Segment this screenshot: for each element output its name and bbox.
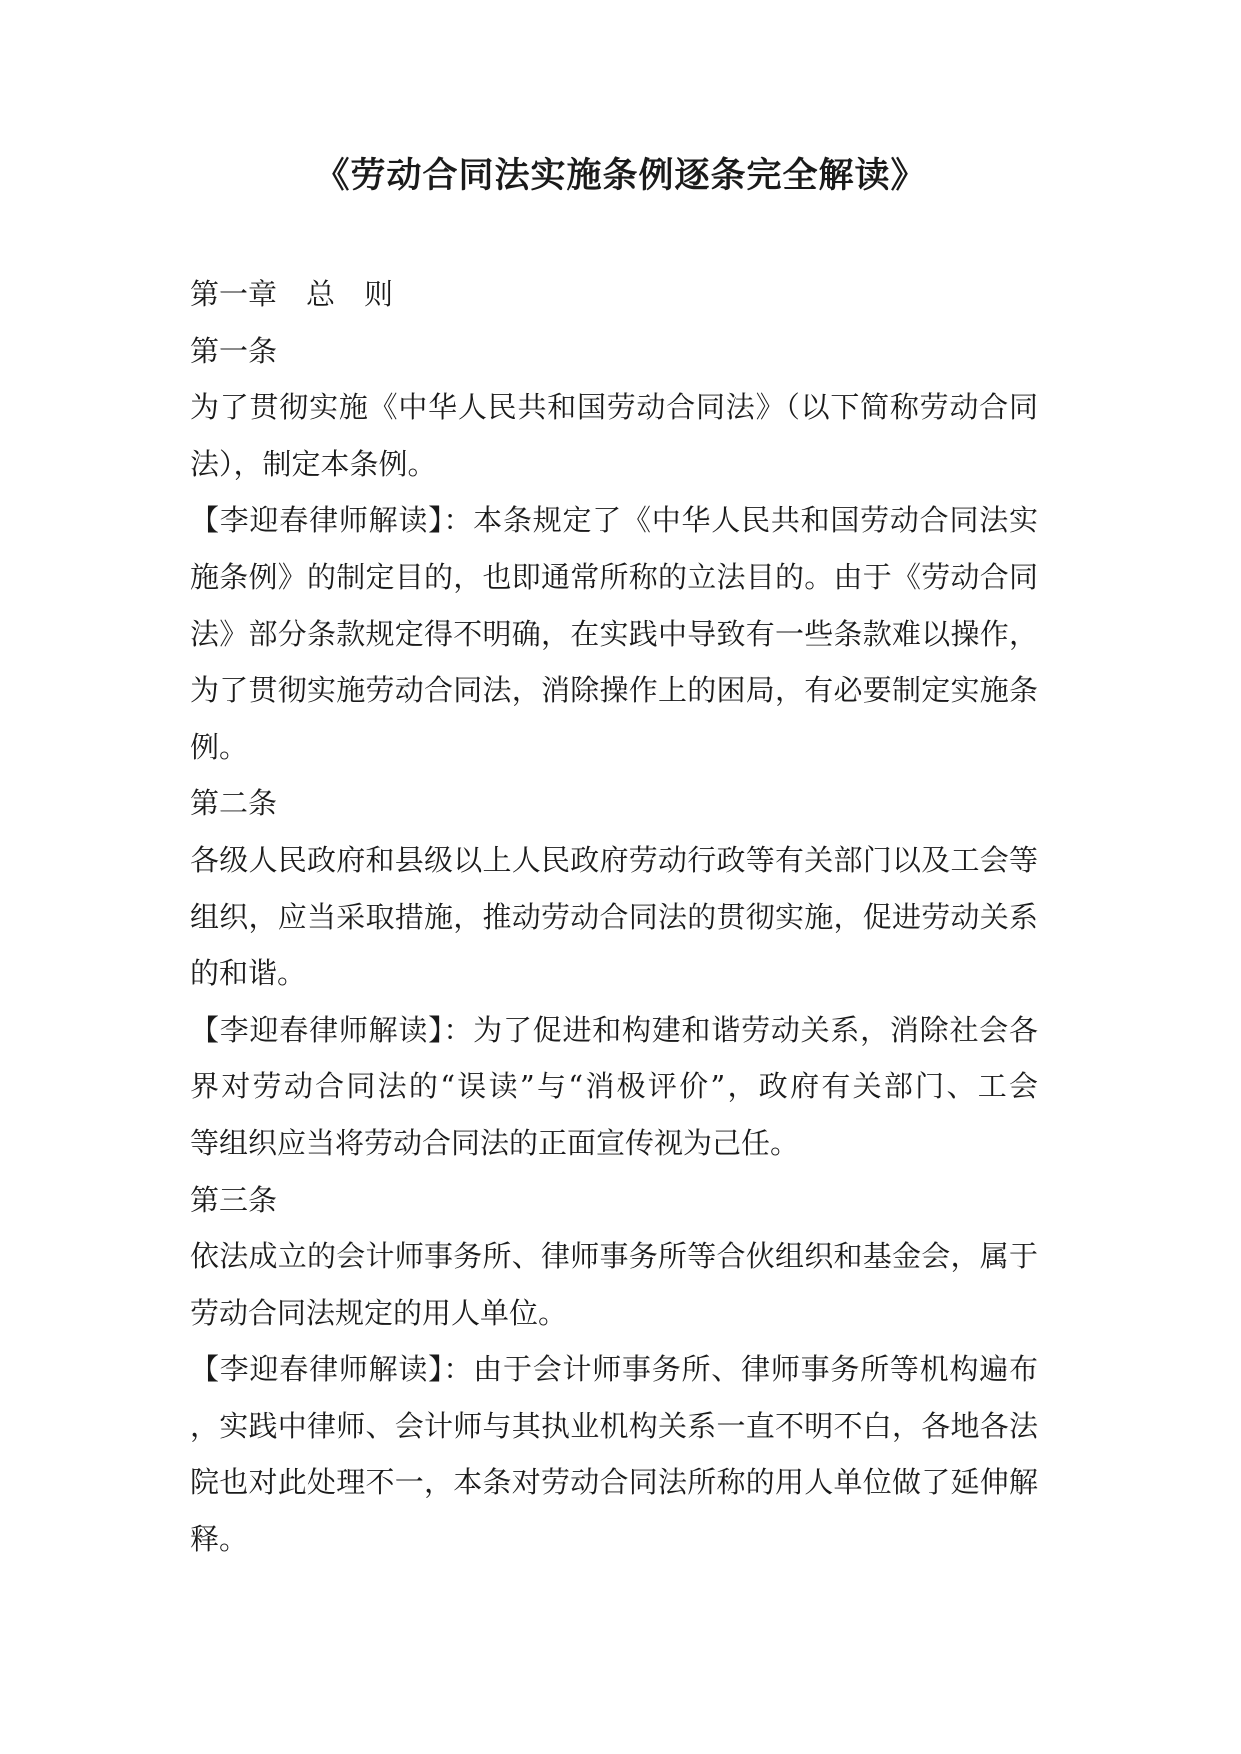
text-line: 院也对此处理不一，本条对劳动合同法所称的用人单位做了延伸解	[190, 1465, 1038, 1500]
text-line: 第一章 总 则	[190, 277, 394, 311]
text-line: ，实践中律师、会计师与其执业机构关系一直不明不白，各地各法	[190, 1408, 1038, 1443]
text-line: 第二条	[190, 786, 278, 821]
document-body	[190, 266, 1038, 1568]
text-line: 为了贯彻实施劳动合同法，消除操作上的困局，有必要制定实施条	[190, 673, 1038, 708]
text-line: 各级人民政府和县级以上人民政府劳动行政等有关部门以及工会等	[190, 842, 1038, 877]
text-line: 法），制定本条例。	[190, 446, 437, 481]
text-line: 的和谐。	[190, 956, 307, 991]
text-line: 【李迎春律师解读】：为了促进和构建和谐劳动关系，消除社会各	[190, 1012, 1038, 1047]
text-line: 法》部分条款规定得不明确，在实践中导致有一些条款难以操作，	[190, 616, 1038, 651]
text-line: 例。	[190, 729, 249, 764]
text-line: 第三条	[190, 1182, 278, 1217]
text-line: 组织，应当采取措施，推动劳动合同法的贯彻实施，促进劳动关系	[190, 899, 1038, 934]
text-line: 【李迎春律师解读】：本条规定了《中华人民共和国劳动合同法实	[190, 503, 1038, 538]
text-line: 劳动合同法规定的用人单位。	[190, 1295, 568, 1330]
text-line: 释。	[190, 1522, 249, 1557]
text-line: 界对劳动合同法的“误读”与“消极评价”，政府有关部门、工会	[190, 1069, 1038, 1104]
document-title: 《劳动合同法实施条例逐条完全解读》	[314, 155, 927, 196]
text-line: 等组织应当将劳动合同法的正面宣传视为己任。	[190, 1125, 800, 1160]
text-line: 施条例》的制定目的，也即通常所称的立法目的。由于《劳动合同	[190, 559, 1038, 594]
text-line: 第一条	[190, 333, 278, 368]
text-line: 【李迎春律师解读】：由于会计师事务所、律师事务所等机构遍布	[190, 1352, 1038, 1387]
text-line: 为了贯彻实施《中华人民共和国劳动合同法》（以下简称劳动合同	[190, 390, 1038, 425]
text-line: 依法成立的会计师事务所、律师事务所等合伙组织和基金会，属于	[190, 1239, 1038, 1274]
